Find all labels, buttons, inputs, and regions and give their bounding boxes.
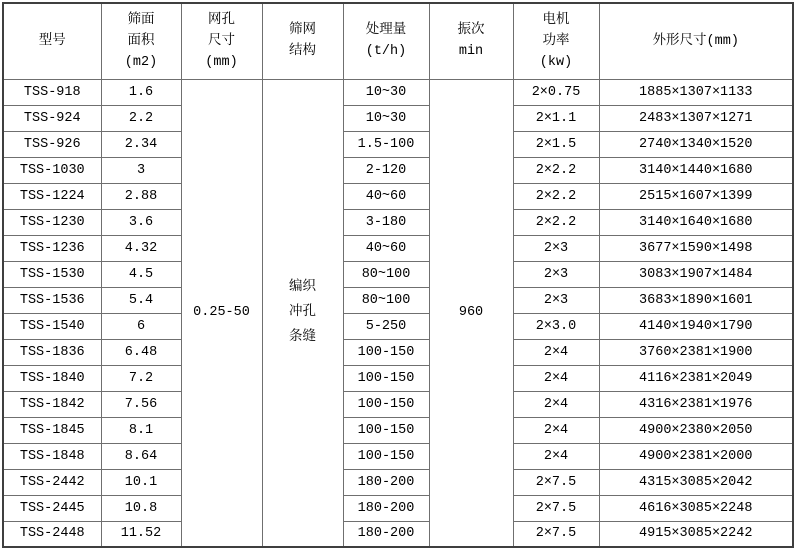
- area-cell: 3.6: [101, 209, 181, 235]
- model-cell: TSS-1842: [3, 391, 101, 417]
- area-cell: 2.34: [101, 131, 181, 157]
- structure-line: 编织: [289, 280, 316, 296]
- power-cell: 2×3.0: [513, 313, 599, 339]
- header-cell-power: [513, 3, 599, 79]
- area-cell: 6.48: [101, 339, 181, 365]
- power-cell: 2×4: [513, 391, 599, 417]
- header-label: 结构: [289, 44, 316, 60]
- table-body: [3, 79, 793, 547]
- table-row: [3, 495, 793, 521]
- header-unit: (mm): [205, 54, 238, 70]
- model-cell: TSS-1236: [3, 235, 101, 261]
- model-cell: TSS-2448: [3, 521, 101, 547]
- capacity-cell: 80~100: [343, 287, 429, 313]
- power-cell: 2×4: [513, 339, 599, 365]
- dimensions-cell: 3683×1890×1601: [599, 287, 793, 313]
- area-cell: 2.2: [101, 105, 181, 131]
- structure-line: 冲孔: [289, 305, 316, 321]
- header-unit: (m2): [124, 54, 158, 70]
- header-label: 电机: [542, 12, 570, 28]
- capacity-cell: 180-200: [343, 495, 429, 521]
- table-row: [3, 105, 793, 131]
- spec-table: [2, 2, 794, 548]
- header-unit: (t/h): [365, 44, 407, 60]
- power-cell: 2×4: [513, 443, 599, 469]
- model-cell: TSS-2445: [3, 495, 101, 521]
- dimensions-cell: 4316×2381×1976: [599, 391, 793, 417]
- table-row: [3, 365, 793, 391]
- power-cell: 2×2.2: [513, 183, 599, 209]
- capacity-cell: 1.5-100: [343, 131, 429, 157]
- model-cell: TSS-1230: [3, 209, 101, 235]
- structure-line: 条缝: [289, 330, 316, 346]
- model-cell: TSS-1224: [3, 183, 101, 209]
- header-cell-capacity: [343, 3, 429, 79]
- capacity-cell: 2-120: [343, 157, 429, 183]
- header-label: 筛网: [289, 23, 316, 39]
- header-label: 型号: [38, 33, 66, 49]
- table-row: [3, 313, 793, 339]
- header-row: [3, 3, 793, 79]
- model-cell: TSS-1848: [3, 443, 101, 469]
- table-row: [3, 209, 793, 235]
- dimensions-cell: 3140×1440×1680: [599, 157, 793, 183]
- area-cell: 11.52: [101, 521, 181, 547]
- header-cell-vibration: [429, 3, 513, 79]
- dimensions-cell: 4900×2380×2050: [599, 417, 793, 443]
- header-label: 振次: [457, 23, 485, 39]
- structure-cell: [262, 79, 343, 547]
- area-cell: 7.56: [101, 391, 181, 417]
- header-cell-structure: [262, 3, 343, 79]
- header-cell-mesh-size: [181, 3, 262, 79]
- area-cell: 4.5: [101, 261, 181, 287]
- model-cell: TSS-1530: [3, 261, 101, 287]
- capacity-cell: 100-150: [343, 443, 429, 469]
- area-cell: 1.6: [101, 79, 181, 105]
- capacity-cell: 180-200: [343, 521, 429, 547]
- capacity-cell: 100-150: [343, 417, 429, 443]
- power-cell: 2×3: [513, 261, 599, 287]
- table-header: [3, 3, 793, 79]
- area-cell: 2.88: [101, 183, 181, 209]
- area-cell: 8.64: [101, 443, 181, 469]
- power-cell: 2×1.1: [513, 105, 599, 131]
- header-cell-model: [3, 3, 101, 79]
- dimensions-cell: 4900×2381×2000: [599, 443, 793, 469]
- dimensions-cell: 4315×3085×2042: [599, 469, 793, 495]
- capacity-cell: 40~60: [343, 183, 429, 209]
- model-cell: TSS-1845: [3, 417, 101, 443]
- power-cell: 2×7.5: [513, 469, 599, 495]
- table-row: [3, 157, 793, 183]
- power-cell: 2×4: [513, 365, 599, 391]
- table-row: [3, 469, 793, 495]
- table-row: [3, 235, 793, 261]
- capacity-cell: 100-150: [343, 365, 429, 391]
- dimensions-cell: 2483×1307×1271: [599, 105, 793, 131]
- area-cell: 6: [101, 313, 181, 339]
- header-unit: (kw): [539, 54, 573, 70]
- power-cell: 2×7.5: [513, 495, 599, 521]
- table-row: [3, 417, 793, 443]
- area-cell: 3: [101, 157, 181, 183]
- table-row: [3, 79, 793, 105]
- dimensions-cell: 3677×1590×1498: [599, 235, 793, 261]
- table-row: [3, 391, 793, 417]
- header-cell-area: [101, 3, 181, 79]
- header-label: 筛面: [127, 12, 155, 28]
- table-row: [3, 183, 793, 209]
- model-cell: TSS-926: [3, 131, 101, 157]
- table-row: [3, 521, 793, 547]
- header-label: 面积: [127, 33, 155, 49]
- area-cell: 7.2: [101, 365, 181, 391]
- capacity-cell: 80~100: [343, 261, 429, 287]
- capacity-cell: 10~30: [343, 105, 429, 131]
- power-cell: 2×2.2: [513, 157, 599, 183]
- area-cell: 4.32: [101, 235, 181, 261]
- capacity-cell: 10~30: [343, 79, 429, 105]
- area-cell: 8.1: [101, 417, 181, 443]
- power-cell: 2×3: [513, 235, 599, 261]
- model-cell: TSS-918: [3, 79, 101, 105]
- capacity-cell: 40~60: [343, 235, 429, 261]
- table-row: [3, 287, 793, 313]
- dimensions-cell: 4140×1940×1790: [599, 313, 793, 339]
- model-cell: TSS-1540: [3, 313, 101, 339]
- dimensions-cell: 2515×1607×1399: [599, 183, 793, 209]
- dimensions-cell: 4116×2381×2049: [599, 365, 793, 391]
- header-label: 外形尺寸(mm): [652, 33, 739, 49]
- dimensions-cell: 4915×3085×2242: [599, 521, 793, 547]
- dimensions-cell: 3760×2381×1900: [599, 339, 793, 365]
- header-cell-dimensions: [599, 3, 793, 79]
- capacity-cell: 3-180: [343, 209, 429, 235]
- capacity-cell: 100-150: [343, 391, 429, 417]
- dimensions-cell: 1885×1307×1133: [599, 79, 793, 105]
- model-cell: TSS-2442: [3, 469, 101, 495]
- power-cell: 2×2.2: [513, 209, 599, 235]
- area-cell: 10.1: [101, 469, 181, 495]
- model-cell: TSS-1030: [3, 157, 101, 183]
- header-label: 尺寸: [208, 33, 235, 49]
- table-row: [3, 261, 793, 287]
- power-cell: 2×3: [513, 287, 599, 313]
- header-label: 网孔: [208, 12, 235, 28]
- table-row: [3, 443, 793, 469]
- capacity-cell: 100-150: [343, 339, 429, 365]
- area-cell: 5.4: [101, 287, 181, 313]
- table-row: [3, 339, 793, 365]
- model-cell: TSS-1840: [3, 365, 101, 391]
- area-cell: 10.8: [101, 495, 181, 521]
- header-label: 处理量: [365, 23, 407, 39]
- header-unit: min: [458, 44, 484, 60]
- table-row: [3, 131, 793, 157]
- model-cell: TSS-1536: [3, 287, 101, 313]
- model-cell: TSS-1836: [3, 339, 101, 365]
- dimensions-cell: 3140×1640×1680: [599, 209, 793, 235]
- header-label: 功率: [542, 33, 570, 49]
- dimensions-cell: 3083×1907×1484: [599, 261, 793, 287]
- mesh-size-cell: 0.25-50: [181, 79, 262, 547]
- dimensions-cell: 4616×3085×2248: [599, 495, 793, 521]
- capacity-cell: 5-250: [343, 313, 429, 339]
- dimensions-cell: 2740×1340×1520: [599, 131, 793, 157]
- power-cell: 2×4: [513, 417, 599, 443]
- power-cell: 2×0.75: [513, 79, 599, 105]
- model-cell: TSS-924: [3, 105, 101, 131]
- power-cell: 2×1.5: [513, 131, 599, 157]
- power-cell: 2×7.5: [513, 521, 599, 547]
- vibration-cell: 960: [429, 79, 513, 547]
- capacity-cell: 180-200: [343, 469, 429, 495]
